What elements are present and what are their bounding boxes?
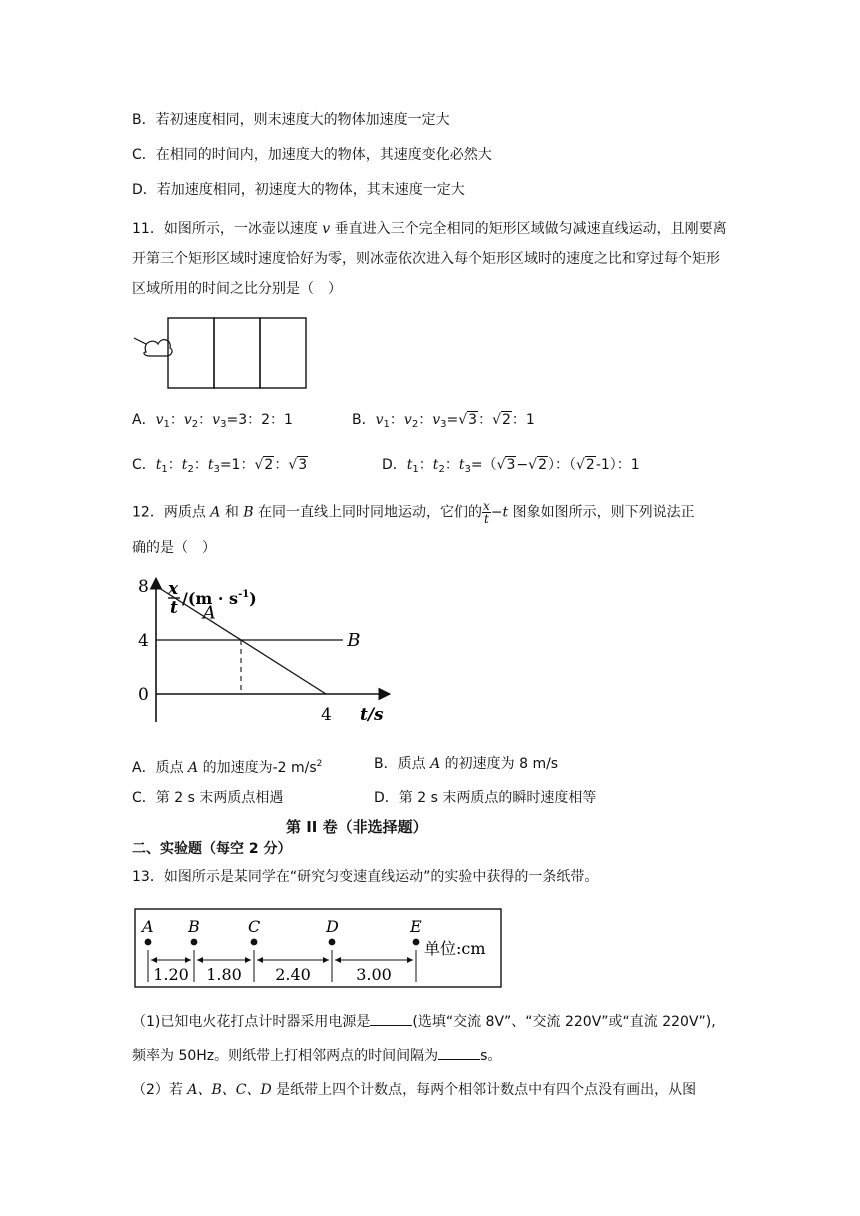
tape-dot-D xyxy=(329,939,336,946)
q12-option-c: C．第 2 s 末两质点相遇 xyxy=(132,790,284,806)
region-3 xyxy=(260,318,306,388)
q11-option-c: C．$t_1$：$t_2$：$t_3=1$：√2：√3 xyxy=(132,457,308,475)
q10-option-b: B．若初速度相同，则末速度大的物体加速度一定大 xyxy=(132,112,450,128)
q11-option-b: B．$v_1$：$v_2$：$v_3=√3$：√2：1 xyxy=(352,412,535,430)
q13-part1-line2: 频率为 50Hz。则纸带上打相邻两点的时间间隔为 s。 xyxy=(132,1048,502,1064)
q12-stem-line2: 确的是（ ） xyxy=(132,540,216,556)
tape-distance-2: 1.80 xyxy=(206,965,242,984)
y-tick-4: 4 xyxy=(138,631,149,651)
x-tick-4: 4 xyxy=(321,705,332,725)
part2-heading: 二、实验题（每空 2 分） xyxy=(132,841,292,857)
x-axis-label: t/s xyxy=(360,705,384,725)
q12-option-d: D．第 2 s 末两质点的瞬时速度相等 xyxy=(374,790,597,806)
tape-unit: 单位:cm xyxy=(424,939,486,958)
y-label-unit: $/(m \cdot s^{-1})$ xyxy=(182,589,257,608)
q10-option-d: D．若加速度相同，初速度大的物体，其末速度一定大 xyxy=(132,182,465,198)
y-label-den: t xyxy=(170,598,178,618)
tape-point-label-A: A xyxy=(142,917,154,936)
tape-distance-1: 1.20 xyxy=(153,965,189,984)
q11-option-a: A．$v_1$：$v_2$：$v_3=3$：2：1 xyxy=(132,412,293,430)
tape-dot-E xyxy=(413,939,420,946)
tape-dot-B xyxy=(191,939,198,946)
tape-point-label-E: E xyxy=(410,917,422,936)
tape-point-label-C: C xyxy=(248,917,261,936)
q13-stem: 13．如图所示是某同学在“研究匀变速直线运动”的实验中获得的一条纸带。 xyxy=(132,869,599,885)
y-tick-8: 8 xyxy=(138,577,149,597)
y-tick-0: 0 xyxy=(138,685,149,705)
tape-point-label-D: D xyxy=(326,917,339,936)
tape-distance-3: 2.40 xyxy=(275,965,311,984)
tape-point-label-B: B xyxy=(188,917,200,936)
region-1 xyxy=(168,318,214,388)
q12-option-a: A．质点 A 的加速度为-2 $m/s^2$ xyxy=(132,759,323,776)
q13-part2: （2）若 A、B、C、D 是纸带上四个计数点，每两个相邻计数点中有四个点没有画出，从图 xyxy=(132,1082,697,1098)
tape-dot-C xyxy=(251,939,258,946)
answer-blank-1[interactable] xyxy=(370,1025,412,1026)
section-title: 第 II 卷（非选择题） xyxy=(286,818,428,836)
tape-distance-4: 3.00 xyxy=(356,965,392,984)
region-2 xyxy=(214,318,260,388)
series-label-A: A xyxy=(202,602,216,624)
q10-option-c: C．在相同的时间内，加速度大的物体，其速度变化必然大 xyxy=(132,147,492,163)
q11-option-d: D．$t_1$：$t_2$：$t_3=(√3-√2)$：（√2-1）：1 xyxy=(382,457,640,475)
curling-figure xyxy=(130,312,310,392)
answer-blank-2[interactable] xyxy=(438,1059,480,1060)
q12-option-b: B．质点 A 的初速度为 8 m/s xyxy=(374,756,559,772)
paper-tape-figure xyxy=(134,908,504,990)
series-label-B: B xyxy=(347,630,361,651)
q13-part1: （1)已知电火花打点计时器采用电源是 (选填“交流 8V”、“交流 220V”或“直流 220V”), xyxy=(132,1014,716,1030)
xt-t-chart xyxy=(130,572,410,742)
q12-stem: 12．两质点 A 和 B 在同一直线上同时同地运动，它们的 $\frac{x}{t}$ −t 图象如图所示，则下列说法正 xyxy=(132,499,695,526)
y-label-num: x xyxy=(168,579,179,599)
q11-stem: 11．如图所示，一冰壶以速度 v 垂直进入三个完全相同的矩形区域做匀减速直线运动，且刚要离开第三个矩形区域时速度恰好为零，则冰壶依次进入每个矩形区域时的速度之比和穿过每个矩形区域所用的时间之比分别是（ ） xyxy=(132,221,727,297)
tape-dot-A xyxy=(145,939,152,946)
